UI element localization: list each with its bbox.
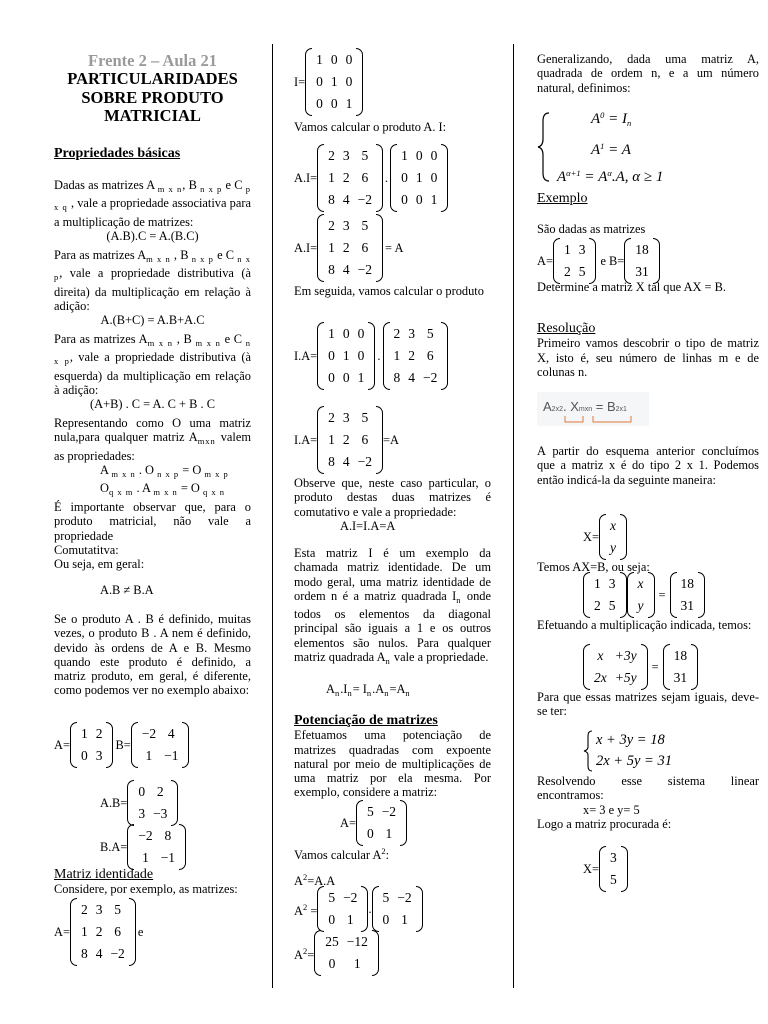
example-task: Determine a matriz X tal que AX = B. xyxy=(537,280,727,294)
properties-title: Propriedades básicas xyxy=(54,146,181,161)
example-A-label: A= xyxy=(54,737,70,752)
definition-line-3: $A^{\alpha+1} = A^\alpha.A$, α ≥ 1 xyxy=(557,168,664,185)
commutative-label: Comutatitva: xyxy=(54,542,119,557)
matrix-X: x y xyxy=(599,514,627,560)
generalization xyxy=(537,52,759,95)
then-text: Em seguida, vamos calcular o produto xyxy=(294,284,484,298)
final-X xyxy=(537,846,759,892)
power-A2-product xyxy=(294,886,491,932)
final-X-label: X= xyxy=(583,861,599,876)
observation xyxy=(294,476,491,533)
example-title: Exemplo xyxy=(537,191,588,206)
power-definition xyxy=(537,104,759,189)
section-identity xyxy=(54,868,251,897)
dot-operator-3: . xyxy=(368,901,372,916)
product-explanation xyxy=(54,612,251,698)
power-product-matrix-2: 5 −2 0 1 xyxy=(372,886,423,932)
header xyxy=(54,52,251,126)
identity-intro: Considere, por exemplo, as matrizes: xyxy=(54,882,238,897)
resolution-text: Primeiro vamos descobrir o tipo de matriz X, isto é, seu número de linhas m e de colunas n. xyxy=(537,336,759,379)
IA-label: I.A= xyxy=(294,348,318,363)
example-AB xyxy=(54,780,251,826)
I-label: I= xyxy=(294,74,306,89)
section-title-properties xyxy=(54,146,251,161)
observation-text: Observe que, neste caso particular, o produto destas duas matrizes é comutativo e vale a propriedade: xyxy=(294,476,491,519)
AI-matrix-A: 2 3 5 1 2 6 8 4 −2 xyxy=(317,144,383,212)
eq-matrix-B: 18 31 xyxy=(670,572,706,618)
equation-AX-B xyxy=(537,572,759,618)
example3-matrix-B: 18 31 xyxy=(624,238,660,284)
header-title-line-2: SOBRE PRODUTO xyxy=(81,87,224,107)
identity-definition xyxy=(294,546,491,701)
property-distributive-left xyxy=(54,332,251,411)
resolution-title: Resolução xyxy=(537,321,596,336)
power-A2-result xyxy=(294,930,491,976)
property-2-text: Para as matrizes $A_{m x n}$ , B $_{n x p}$ e C $_{n x p}$, vale a propriedade distributiva (à direita) da multiplicação em relação à adição: xyxy=(54,248,251,313)
header-title-line-1: PARTICULARIDADES xyxy=(67,69,238,88)
identity-matrix-A: 2 3 5 1 2 6 8 4 −2 xyxy=(70,898,136,966)
power-A2-eq: $A^2=A.A$ xyxy=(294,872,336,888)
dimension-diagram xyxy=(537,392,759,428)
linear-system xyxy=(537,730,759,772)
identity-and: e xyxy=(137,924,144,939)
dot-operator-2: . xyxy=(377,348,381,363)
AI-label: A.I= xyxy=(294,170,318,185)
mult-matrix: x +3y 2x +5y xyxy=(583,644,648,690)
definition-line-1: $A^0 = I_n$ xyxy=(591,110,633,128)
eq-matrix-X: x y xyxy=(627,572,655,618)
solving xyxy=(537,774,759,831)
identity-A-label: A= xyxy=(54,924,70,939)
mult-matrix-B: 18 31 xyxy=(663,644,699,690)
IA-equals-A: =A xyxy=(383,432,399,447)
product-IA-result xyxy=(294,406,491,474)
final-text: Logo a matriz procurada é: xyxy=(537,816,672,831)
product-explanation-text: Se o produto A . B é definido, muitas vezes, o produto B . A nem é definido, devido às ordens de A e B. Mesmo quando este produto é definido, a matriz produto, em geral, é diferente, como podemos ver no exemplo abaixo: xyxy=(54,612,251,698)
system-brace-icon xyxy=(583,730,593,772)
diagram-arrows-icon xyxy=(537,412,649,426)
definition-line-2: $A^1 = A$ xyxy=(591,141,631,158)
property-distributive-right xyxy=(54,248,251,327)
IA-result-label: I.A= xyxy=(294,432,318,447)
IA-matrix-A: 2 3 5 1 2 6 8 4 −2 xyxy=(383,322,449,390)
property-4-formula-2: $O_{q x m}$ . A $_{m x n}$ = O $_{q x n}$ xyxy=(100,481,225,498)
example-A-B xyxy=(54,722,251,768)
property-1-text: Dadas as matrizes A $_{m x n}$, B $_{n x p}$ e C $_{p x q}$ , vale a propriedade associativa para a multiplicação de matrizes: xyxy=(54,178,251,229)
equals-sign-2: = xyxy=(651,659,659,674)
identity-matrix-I-row xyxy=(294,48,491,116)
multiplication-text: Efetuando a multiplicação indicada, temos: xyxy=(537,618,752,632)
solving-result: x= 3 e y= 5 xyxy=(583,802,640,817)
product-IA xyxy=(294,322,491,390)
property-1-formula: (A.B).C = A.(B.C) xyxy=(106,228,199,243)
product-AI-result xyxy=(294,214,491,282)
system-eq-2: 2x + 5y = 31 xyxy=(596,753,672,769)
equality-text: Para que essas matrizes sejam iguais, deve-se ter: xyxy=(537,690,759,719)
temos-text: Temos AX=B, ou seja: xyxy=(537,560,650,574)
commutative-formula: A.B ≠ B.A xyxy=(100,583,154,598)
example-B-label: B= xyxy=(115,737,131,752)
identity-definition-text: Esta matriz I é um exemplo da chamada matriz identidade. De um modo geral, uma matriz identidade de ordem n é a matriz quadrada $I_n$ onde todos os elementos da diagonal principal são iguais a 1 e os outros elementos são nulos. Para qualquer matriz quadrada $A_n$ vale a propriedade. xyxy=(294,546,491,667)
diagram-formula: A2x2. Xmxn = B2x1 xyxy=(543,399,627,414)
column-3 xyxy=(537,0,759,1024)
example-matrix-A: 1 2 0 3 xyxy=(70,722,114,768)
identity-formula: $A_n.I_n= I_n.A_n=A_n$ xyxy=(326,682,411,699)
column-divider-2 xyxy=(513,44,514,988)
section-power xyxy=(294,714,491,800)
product-AI xyxy=(294,144,491,212)
identity-title: Matriz identidade xyxy=(54,867,154,882)
commutative-intro: Ou seja, em geral: xyxy=(54,557,145,572)
AI-matrix-I: 1 0 0 0 1 0 0 0 1 xyxy=(390,144,448,212)
power-matrix-A-row xyxy=(294,800,491,846)
identity-matrix-I: 1 0 0 0 1 0 0 0 1 xyxy=(305,48,363,116)
identity-matrix-A-row xyxy=(54,898,251,966)
property-associative xyxy=(54,178,251,243)
example-matrix-B: −2 4 1 −1 xyxy=(131,722,190,768)
AI-result-label: A.I= xyxy=(294,240,318,255)
property-4-formula-1: A $_{m x n}$ . O $_{n x p}$ = O $_{m x p}$ xyxy=(100,462,229,479)
property-3-formula: (A+B) . C = A. C + B . C xyxy=(90,397,215,412)
example3-A-label: A= xyxy=(537,253,553,268)
example-matrix-BA: −2 8 1 −1 xyxy=(127,824,186,870)
dot-operator: . xyxy=(385,170,389,185)
example-text: São dadas as matrizes xyxy=(537,222,646,236)
power-title: Potenciação de matrizes xyxy=(294,713,438,728)
example-BA-label: B.A= xyxy=(100,839,128,854)
power-calc-text: Vamos calcular $A^2$: xyxy=(294,846,390,862)
power-A-label: A= xyxy=(340,815,356,830)
power-result-matrix: 25 −12 0 1 xyxy=(314,930,379,976)
final-matrix-X: 3 5 xyxy=(599,846,628,892)
AI-result-matrix: 2 3 5 1 2 6 8 4 −2 xyxy=(317,214,383,282)
commutative-note xyxy=(54,500,251,598)
generalization-text: Generalizando, dada uma matriz A, quadrada de ordem n, e a um número natural, definimos: xyxy=(537,52,759,95)
example-BA xyxy=(54,824,251,870)
section-resolution xyxy=(537,322,759,379)
section-example xyxy=(537,192,759,206)
AI-equals-A: = A xyxy=(385,240,404,255)
property-2-formula: A.(B+C) = A.B+A.C xyxy=(100,313,205,328)
left-brace-icon xyxy=(537,111,551,183)
power-product-matrix-1: 5 −2 0 1 xyxy=(317,886,368,932)
property-3-text: Para as matrizes $A_{m x n}$ , B $_{m x n}$ e C $_{n x p}$, vale a propriedade distributiva (à esquerda) da multiplicação em relação à adição: xyxy=(54,332,251,397)
eq-matrix-A: 1 3 2 5 xyxy=(583,572,627,618)
IA-result-matrix: 2 3 5 1 2 6 8 4 −2 xyxy=(317,406,383,474)
observation-formula: A.I=I.A=A xyxy=(340,518,396,533)
calc-AI-text: Vamos calcular o produto A. I: xyxy=(294,120,447,134)
column-1 xyxy=(54,0,251,1024)
equals-sign: = xyxy=(658,587,666,602)
commutative-text: É importante observar que, para o produto matricial, não vale a propriedade xyxy=(54,500,251,543)
power-matrix-A: 5 −2 0 1 xyxy=(356,800,407,846)
A2-result-label: $A^2=$ xyxy=(294,945,315,962)
column-2 xyxy=(294,0,491,1024)
X-definition xyxy=(537,514,759,560)
system-eq-1: x + 3y = 18 xyxy=(596,732,665,748)
column-divider-1 xyxy=(272,44,273,988)
A2-label: $A^2$ = xyxy=(294,901,318,918)
example3-B-label: e B= xyxy=(600,253,625,268)
property-null-matrix xyxy=(54,416,251,499)
example-matrices xyxy=(537,238,759,284)
solving-text: Resolvendo esse sistema linear encontramos: xyxy=(537,774,759,803)
X-label: X= xyxy=(583,529,599,544)
example3-matrix-A: 1 3 2 5 xyxy=(553,238,597,284)
example-AB-label: A.B= xyxy=(100,795,128,810)
power-definition-lines xyxy=(557,104,664,189)
header-lesson: Frente 2 – Aula 21 xyxy=(88,51,217,70)
resolution-text-2: A partir do esquema anterior concluímos que a matriz x é do tipo 2 x 1. Podemos então indicá-la da seguinte maneira: xyxy=(537,444,759,487)
power-text: Efetuamos uma potenciação de matrizes quadradas com expoente natural por meio de multiplicações de uma matriz por ela mesma. Por exemplo, considere a matriz: xyxy=(294,728,491,800)
header-title-line-3: MATRICIAL xyxy=(104,106,201,125)
example-matrix-AB: 0 2 3 −3 xyxy=(127,780,178,826)
IA-matrix-I: 1 0 0 0 1 0 0 0 1 xyxy=(317,322,375,390)
property-4-text: Representando como O uma matriz nula,para qualquer matriz $A_{mxn}$ valem as propriedades: xyxy=(54,416,251,463)
multiplication-result xyxy=(537,644,759,690)
